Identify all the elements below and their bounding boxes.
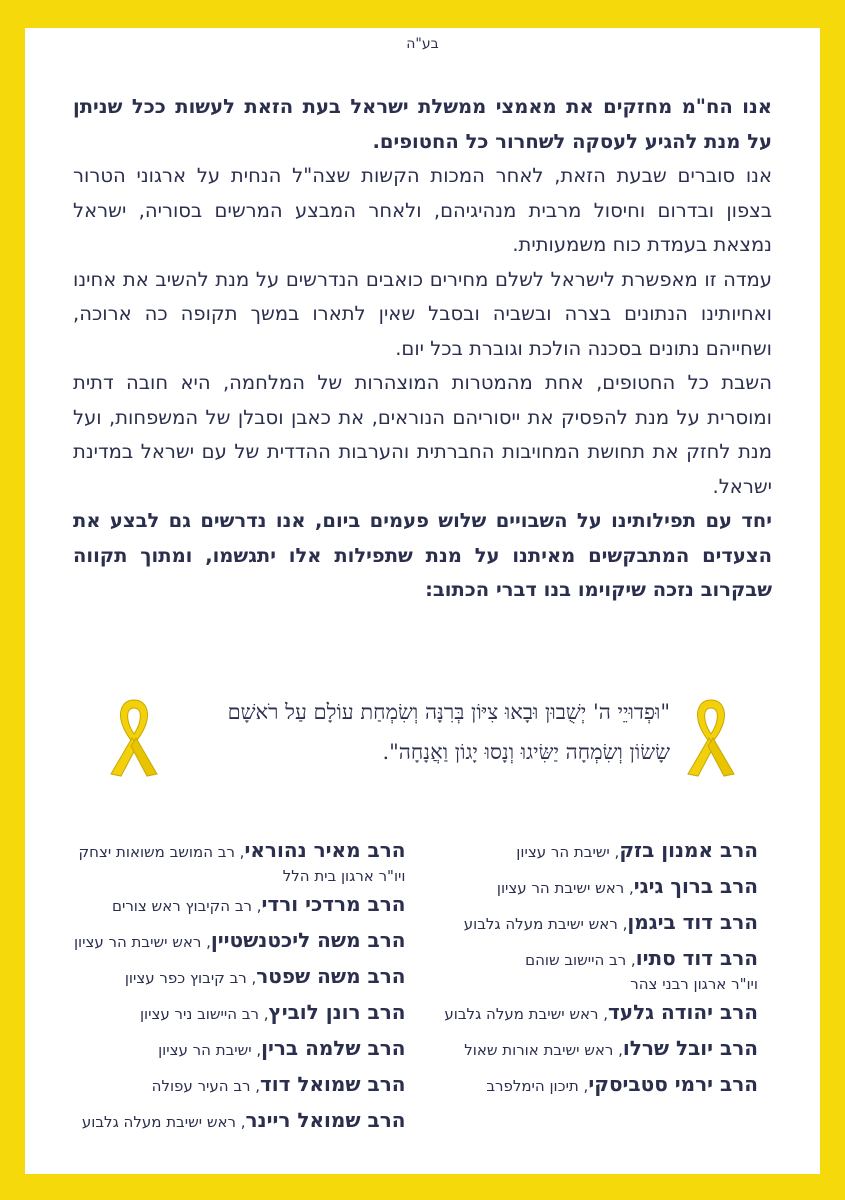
signer-title: , ראש ישיבת מעלה גלבוע: [463, 915, 628, 933]
signer-title: , רב היישוב ניר עציון: [139, 1005, 269, 1023]
signer-title: , ראש ישיבת אורות שאול: [464, 1041, 623, 1059]
signer: [53, 923, 406, 959]
signer-title: , רב המושב משואות יצחק: [78, 843, 245, 861]
signer-name: הרב ברוך גיגי: [633, 874, 758, 898]
verse-line-1: "וּפְדוּיֵי ה' יְשֻׁבוּן וּבָאוּ צִיּוֹן בְּרִנָּה וְשִׂמְחַת עוֹלָם עַל רֹאשָׁם: [227, 700, 670, 724]
signatories: [53, 833, 792, 1139]
signer: [406, 905, 759, 941]
signer-title: , רב היישוב שוהם: [525, 951, 636, 969]
signer-name: הרב מאיר נהוראי: [244, 838, 406, 862]
signer-name: הרב משה שפטר: [256, 964, 406, 988]
signer: [406, 833, 759, 869]
paragraph-price: עמדה זו מאפשרת לישראל לשלם מחירים כואבים הנדרשים על מנת להשיב את אחינו ואחיותינו הנתונים בצרה ובשביה ובסבל שאין לתארו במשך תקופה כה ארוכה, ושחייהם נתונים בסכנה הולכת וגוברת בכל יום.: [73, 267, 772, 360]
signer: [53, 887, 406, 923]
signer: [53, 1031, 406, 1067]
signer: [53, 995, 406, 1031]
signer-name: הרב משה ליכטנשטיין: [210, 928, 406, 952]
signer-extra: ויו"ר ארגון רבני צהר: [630, 975, 758, 993]
signer-title: , רב קיבוץ כפר עציון: [124, 969, 257, 987]
signer-name: הרב רונן לוביץ: [268, 1000, 406, 1024]
signer: [406, 1031, 759, 1067]
signer: [406, 941, 759, 995]
signer-title: , רב הקיבוץ ראש צורים: [112, 897, 262, 915]
signer-name: הרב יובל שרלו: [622, 1036, 758, 1060]
signer: [53, 833, 406, 887]
signer-name: הרב ירמי סטביסקי: [588, 1072, 758, 1096]
signatories-left-column: [53, 833, 406, 1139]
paragraph-obligation: השבת כל החטופים, אחת מהמטרות המוצהרות של המלחמה, היא חובה דתית ומוסרית על מנת להפסיק את ייסוריהם הנוראים, את כאבן וסבלן של המשפחות, ועל מנת לחזק את תחושת המחויבות החברתית והערבות ההדדית של עם ישראל במדינת ישראל.: [73, 371, 772, 498]
signer-name: הרב מרדכי ורדי: [261, 892, 406, 916]
signer-title: , ראש ישיבת מעלה גלבוע: [81, 1113, 246, 1131]
signer-extra: ויו"ר ארגון בית הלל: [282, 867, 406, 885]
signer-title: , תיכון הימלפרב: [486, 1077, 589, 1095]
verse-line-2: שָׂשׂוֹן וְשִׂמְחָה יַשִּׂיגוּ וְנָסוּ יָגוֹן וַאֲנָחָה".: [382, 740, 670, 764]
letter-body: [73, 90, 772, 608]
signer-title: , ישיבת הר עציון: [158, 1041, 262, 1059]
paragraph-intro: אנו הח"מ מחזקים את מאמצי ממשלת ישראל בעת הזאת לעשות ככל שניתן על מנת להגיע לעסקה לשחרור כל החטופים.: [73, 95, 772, 153]
signer-name: הרב דוד ביגמן: [627, 910, 758, 934]
signer-name: הרב דוד סתיו: [635, 946, 758, 970]
paragraph-prayer: יחד עם תפילותינו על השבויים שלוש פעמים ביום, אנו נדרשים גם לבצע את הצעדים המתבקשים מאיתנו על מנת שתפילות אלו יתגשמו, ומתוך תקווה שבקרוב נזכה שיקוימו בנו דברי הכתוב:: [73, 509, 772, 601]
signer: [53, 959, 406, 995]
verse-section: [25, 690, 820, 788]
signer-title: , ישיבת הר עציון: [516, 843, 620, 861]
yellow-ribbon-icon: [680, 694, 742, 780]
signer: [53, 1103, 406, 1139]
signer-name: הרב שלמה ברין: [261, 1036, 406, 1060]
signer: [406, 869, 759, 905]
signatories-right-column: [406, 833, 793, 1139]
signer-title: , ראש ישיבת מעלה גלבוע: [444, 1005, 608, 1023]
yellow-ribbon-icon: [103, 694, 165, 780]
signer-name: הרב אמנון בזק: [619, 838, 758, 862]
signer-name: הרב שמואל ריינר: [245, 1108, 406, 1132]
signer: [53, 1067, 406, 1103]
signer: [406, 1067, 759, 1103]
signer: [406, 995, 759, 1031]
verse-quote: [175, 692, 670, 772]
signer-name: הרב שמואל דוד: [260, 1072, 406, 1096]
signer-title: , ראש ישיבת הר עציון: [73, 933, 211, 951]
signer-title: , רב העיר עפולה: [151, 1077, 261, 1095]
header-bsd: בע"ה: [406, 36, 439, 52]
signer-name: הרב יהודה גלעד: [607, 1000, 758, 1024]
letter-page: [25, 28, 820, 1174]
signer-title: , ראש ישיבת הר עציון: [496, 879, 634, 897]
paragraph-position: אנו סוברים שבעת הזאת, לאחר המכות הקשות שצה"ל הנחית על ארגוני הטרור בצפון ובדרום וחיסול מרבית מנהיגיהם, ולאחר המבצע המרשים בסוריה, ישראל נמצאת בעמדת כוח משמעותית.: [73, 164, 772, 256]
